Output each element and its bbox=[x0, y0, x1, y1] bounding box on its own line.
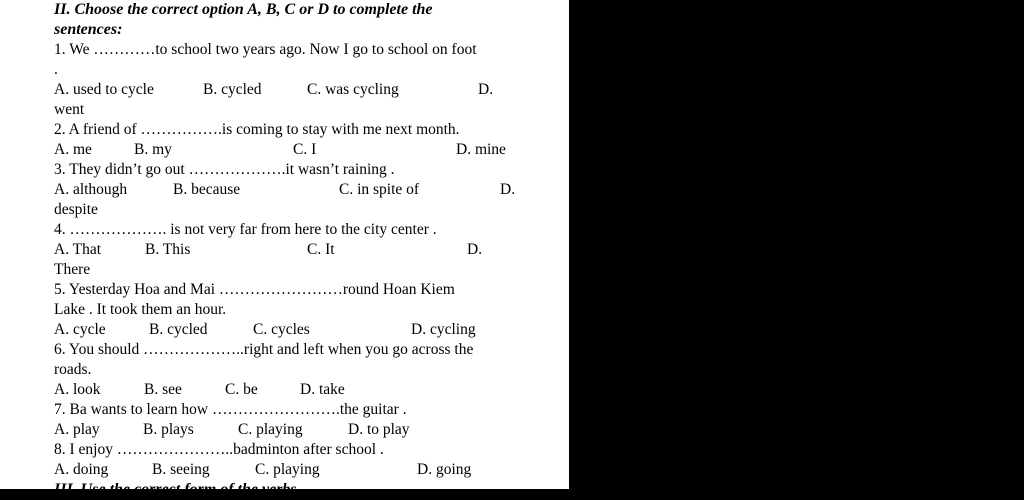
q4-option-b: B. This bbox=[145, 241, 191, 258]
section-heading-line-1: II. Choose the correct option A, B, C or D to complete the bbox=[54, 1, 433, 18]
q2-option-d: D. mine bbox=[456, 141, 506, 158]
q1-option-d: D. bbox=[478, 81, 494, 98]
q8-option-a: A. doing bbox=[54, 461, 109, 478]
q2-option-a: A. me bbox=[54, 141, 92, 158]
question-3-stem: 3. They didn’t go out ……………….it wasn’t raining . bbox=[54, 161, 395, 178]
q3-option-a: A. although bbox=[54, 181, 128, 198]
q6-option-a: A. look bbox=[54, 381, 101, 398]
q1-option-a: A. used to cycle bbox=[54, 81, 154, 98]
q1-option-c: C. was cycling bbox=[307, 81, 399, 98]
question-6-stem: 6. You should ………………..right and left when you go across the bbox=[54, 341, 474, 358]
q3-option-c: C. in spite of bbox=[339, 181, 420, 198]
question-6-stem-cont: roads. bbox=[54, 361, 92, 378]
q1-option-b: B. cycled bbox=[203, 81, 262, 98]
q2-option-c: C. I bbox=[293, 141, 317, 158]
q6-option-b: B. see bbox=[144, 381, 182, 398]
question-4-stem: 4. ………………. is not very far from here to the city center . bbox=[54, 221, 437, 238]
q3-option-d-text: despite bbox=[54, 201, 98, 218]
question-2-stem: 2. A friend of …………….is coming to stay with me next month. bbox=[54, 121, 460, 138]
q3-option-d: D. bbox=[500, 181, 516, 198]
q4-option-c: C. It bbox=[307, 241, 335, 258]
q6-option-d: D. take bbox=[300, 381, 345, 398]
q1-option-d-text: went bbox=[54, 101, 85, 118]
q3-option-b: B. because bbox=[173, 181, 241, 198]
question-1-stem-cont: . bbox=[54, 61, 58, 78]
question-8-stem: 8. I enjoy …………………..badminton after school . bbox=[54, 441, 384, 458]
q8-option-c: C. playing bbox=[255, 461, 320, 478]
q4-option-d-text: There bbox=[54, 261, 91, 278]
q5-option-d: D. cycling bbox=[411, 321, 476, 338]
q6-option-c: C. be bbox=[225, 381, 258, 398]
q5-option-c: C. cycles bbox=[253, 321, 310, 338]
question-7-stem: 7. Ba wants to learn how …………………….the guitar . bbox=[54, 401, 407, 418]
section-heading-line-2: sentences: bbox=[54, 21, 123, 38]
q4-option-d: D. bbox=[467, 241, 483, 258]
next-section-heading-cropped: III. Use the correct form of the verbs bbox=[54, 481, 297, 498]
q7-option-d: D. to play bbox=[348, 421, 410, 438]
question-5-stem-cont: Lake . It took them an hour. bbox=[54, 301, 227, 318]
q7-option-b: B. plays bbox=[143, 421, 194, 438]
q2-option-b: B. my bbox=[134, 141, 172, 158]
q4-option-a: A. That bbox=[54, 241, 102, 258]
q5-option-a: A. cycle bbox=[54, 321, 106, 338]
question-5-stem: 5. Yesterday Hoa and Mai ……………………round Hoan Kiem bbox=[54, 281, 455, 298]
q7-option-a: A. play bbox=[54, 421, 100, 438]
q7-option-c: C. playing bbox=[238, 421, 303, 438]
q5-option-b: B. cycled bbox=[149, 321, 208, 338]
question-1-stem: 1. We …………to school two years ago. Now I go to school on foot bbox=[54, 41, 477, 58]
q8-option-d: D. going bbox=[417, 461, 472, 478]
q8-option-b: B. seeing bbox=[152, 461, 210, 478]
